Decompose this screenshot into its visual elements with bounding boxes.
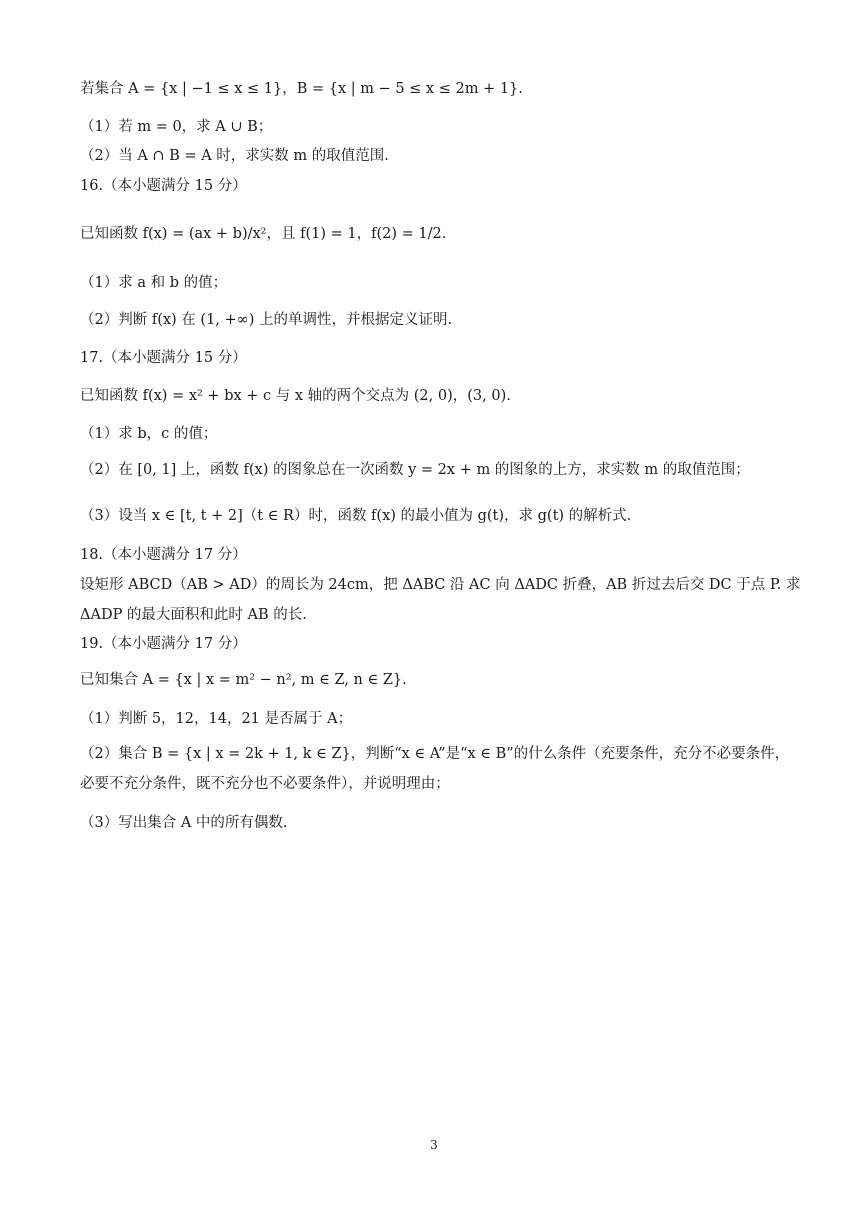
q17-part3: （3）设当 x ∈ [t, t + 2]（t ∈ R）时，函数 f(x) 的最小值为 g(t)，求 g(t) 的解析式.	[80, 508, 632, 524]
set-definition-line: 若集合 A = {x | −1 ≤ x ≤ 1}，B = {x | m − 5 ≤ x ≤ 2m + 1}.	[80, 81, 523, 97]
q16-stem: 已知函数 f(x) = (ax + b)/x²，且 f(1) = 1，f(2) = 1/2.	[80, 226, 447, 242]
q17-part1: （1）求 b，c 的值；	[80, 426, 218, 442]
q16-part1: （1）求 a 和 b 的值；	[80, 275, 228, 291]
q18-header: 18.（本小题满分 17 分）	[80, 547, 247, 563]
q19-header: 19.（本小题满分 17 分）	[80, 636, 247, 652]
q15-part2: （2）当 A ∩ B = A 时，求实数 m 的取值范围.	[80, 148, 389, 164]
q19-part1: （1）判断 5，12，14，21 是否属于 A；	[80, 711, 353, 727]
q18-stem: 设矩形 ABCD（AB > AD）的周长为 24cm，把 ΔABC 沿 AC 向 ΔADC 折叠，AB 折过去后交 DC 于点 P. 求 ΔADP 的最大面积和此时 AB 的长.	[80, 577, 801, 623]
q16-part2: （2）判断 f(x) 在 (1, +∞) 上的单调性，并根据定义证明.	[80, 312, 453, 328]
q17-stem: 已知函数 f(x) = x² + bx + c 与 x 轴的两个交点为 (2, 0)，(3, 0).	[80, 388, 511, 404]
q19-part3: （3）写出集合 A 中的所有偶数.	[80, 815, 288, 831]
page-number: 3	[430, 1138, 438, 1152]
q17-part2: （2）在 [0, 1] 上，函数 f(x) 的图象总在一次函数 y = 2x + m 的图象的上方，求实数 m 的取值范围；	[80, 462, 750, 478]
q19-stem: 已知集合 A = {x | x = m² − n², m ∈ Z, n ∈ Z}.	[80, 672, 407, 688]
q15-part1: （1）若 m = 0，求 A ∪ B；	[80, 119, 273, 135]
q17-header: 17.（本小题满分 15 分）	[80, 350, 247, 366]
q19-part2: （2）集合 B = {x | x = 2k + 1, k ∈ Z}，判断“x ∈ A”是“x ∈ B”的什么条件（充要条件，充分不必要条件，必要不充分条件，既不充分也不必要条件），并说明理由；	[80, 746, 790, 792]
q16-header: 16.（本小题满分 15 分）	[80, 178, 247, 194]
